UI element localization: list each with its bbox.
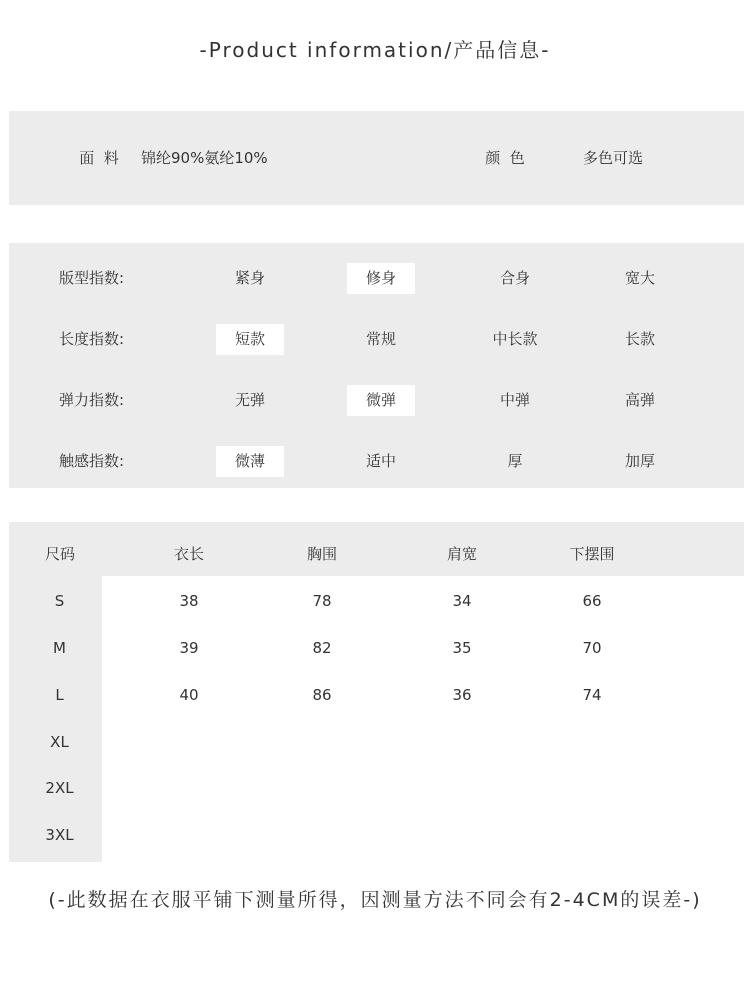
- index-option: 合身: [499, 269, 530, 287]
- index-option: 长款: [624, 330, 655, 348]
- index-option: 适中: [365, 452, 396, 470]
- index-option-selected: 短款: [216, 324, 284, 355]
- index-label: 弹力指数:: [59, 391, 125, 409]
- index-label: 版型指数:: [59, 269, 125, 287]
- size-label: 2XL: [45, 779, 74, 797]
- page-title: -Product information/产品信息-: [199, 38, 551, 62]
- size-label: S: [54, 592, 65, 610]
- color-value: 多色可选: [583, 149, 644, 167]
- index-label: 长度指数:: [59, 330, 125, 348]
- size-header: 下摆围: [569, 545, 615, 563]
- index-option: 宽大: [624, 269, 655, 287]
- table-cell: 74: [582, 686, 602, 704]
- table-cell: 34: [452, 592, 472, 610]
- size-table-body: [102, 576, 744, 862]
- table-cell: 40: [179, 686, 199, 704]
- index-option: 紧身: [234, 269, 265, 287]
- index-option: 高弹: [624, 391, 655, 409]
- size-header: 胸围: [306, 545, 337, 563]
- index-option-selected: 微薄: [216, 446, 284, 477]
- color-label: 颜 色: [485, 149, 525, 167]
- size-label: XL: [50, 733, 69, 751]
- size-label: 3XL: [45, 826, 74, 844]
- index-option-selected: 微弹: [347, 385, 415, 416]
- index-label: 触感指数:: [59, 452, 125, 470]
- fabric-color-panel: [9, 111, 744, 205]
- table-cell: 66: [582, 592, 602, 610]
- size-label: L: [55, 686, 64, 704]
- table-cell: 82: [312, 639, 332, 657]
- index-option: 无弹: [234, 391, 265, 409]
- size-header: 衣长: [173, 545, 204, 563]
- index-option: 中弹: [499, 391, 530, 409]
- size-header: 肩宽: [446, 545, 477, 563]
- table-cell: 36: [452, 686, 472, 704]
- table-cell: 86: [312, 686, 332, 704]
- index-option: 常规: [365, 330, 396, 348]
- size-table-header: [9, 522, 744, 576]
- table-cell: 78: [312, 592, 332, 610]
- size-label: M: [53, 639, 66, 657]
- table-cell: 39: [179, 639, 199, 657]
- size-column: [9, 576, 102, 862]
- index-option: 厚: [507, 452, 523, 470]
- index-option: 中长款: [492, 330, 538, 348]
- table-cell: 70: [582, 639, 602, 657]
- index-option: 加厚: [624, 452, 655, 470]
- index-panel: [9, 243, 744, 488]
- size-header: 尺码: [44, 545, 75, 563]
- measurement-note: (-此数据在衣服平铺下测量所得，因测量方法不同会有2-4CM的误差-): [48, 889, 702, 911]
- fabric-label: 面 料: [79, 149, 119, 167]
- index-option-selected: 修身: [347, 263, 415, 294]
- table-cell: 35: [452, 639, 472, 657]
- table-cell: 38: [179, 592, 199, 610]
- fabric-value: 锦纶90%氨纶10%: [141, 149, 268, 167]
